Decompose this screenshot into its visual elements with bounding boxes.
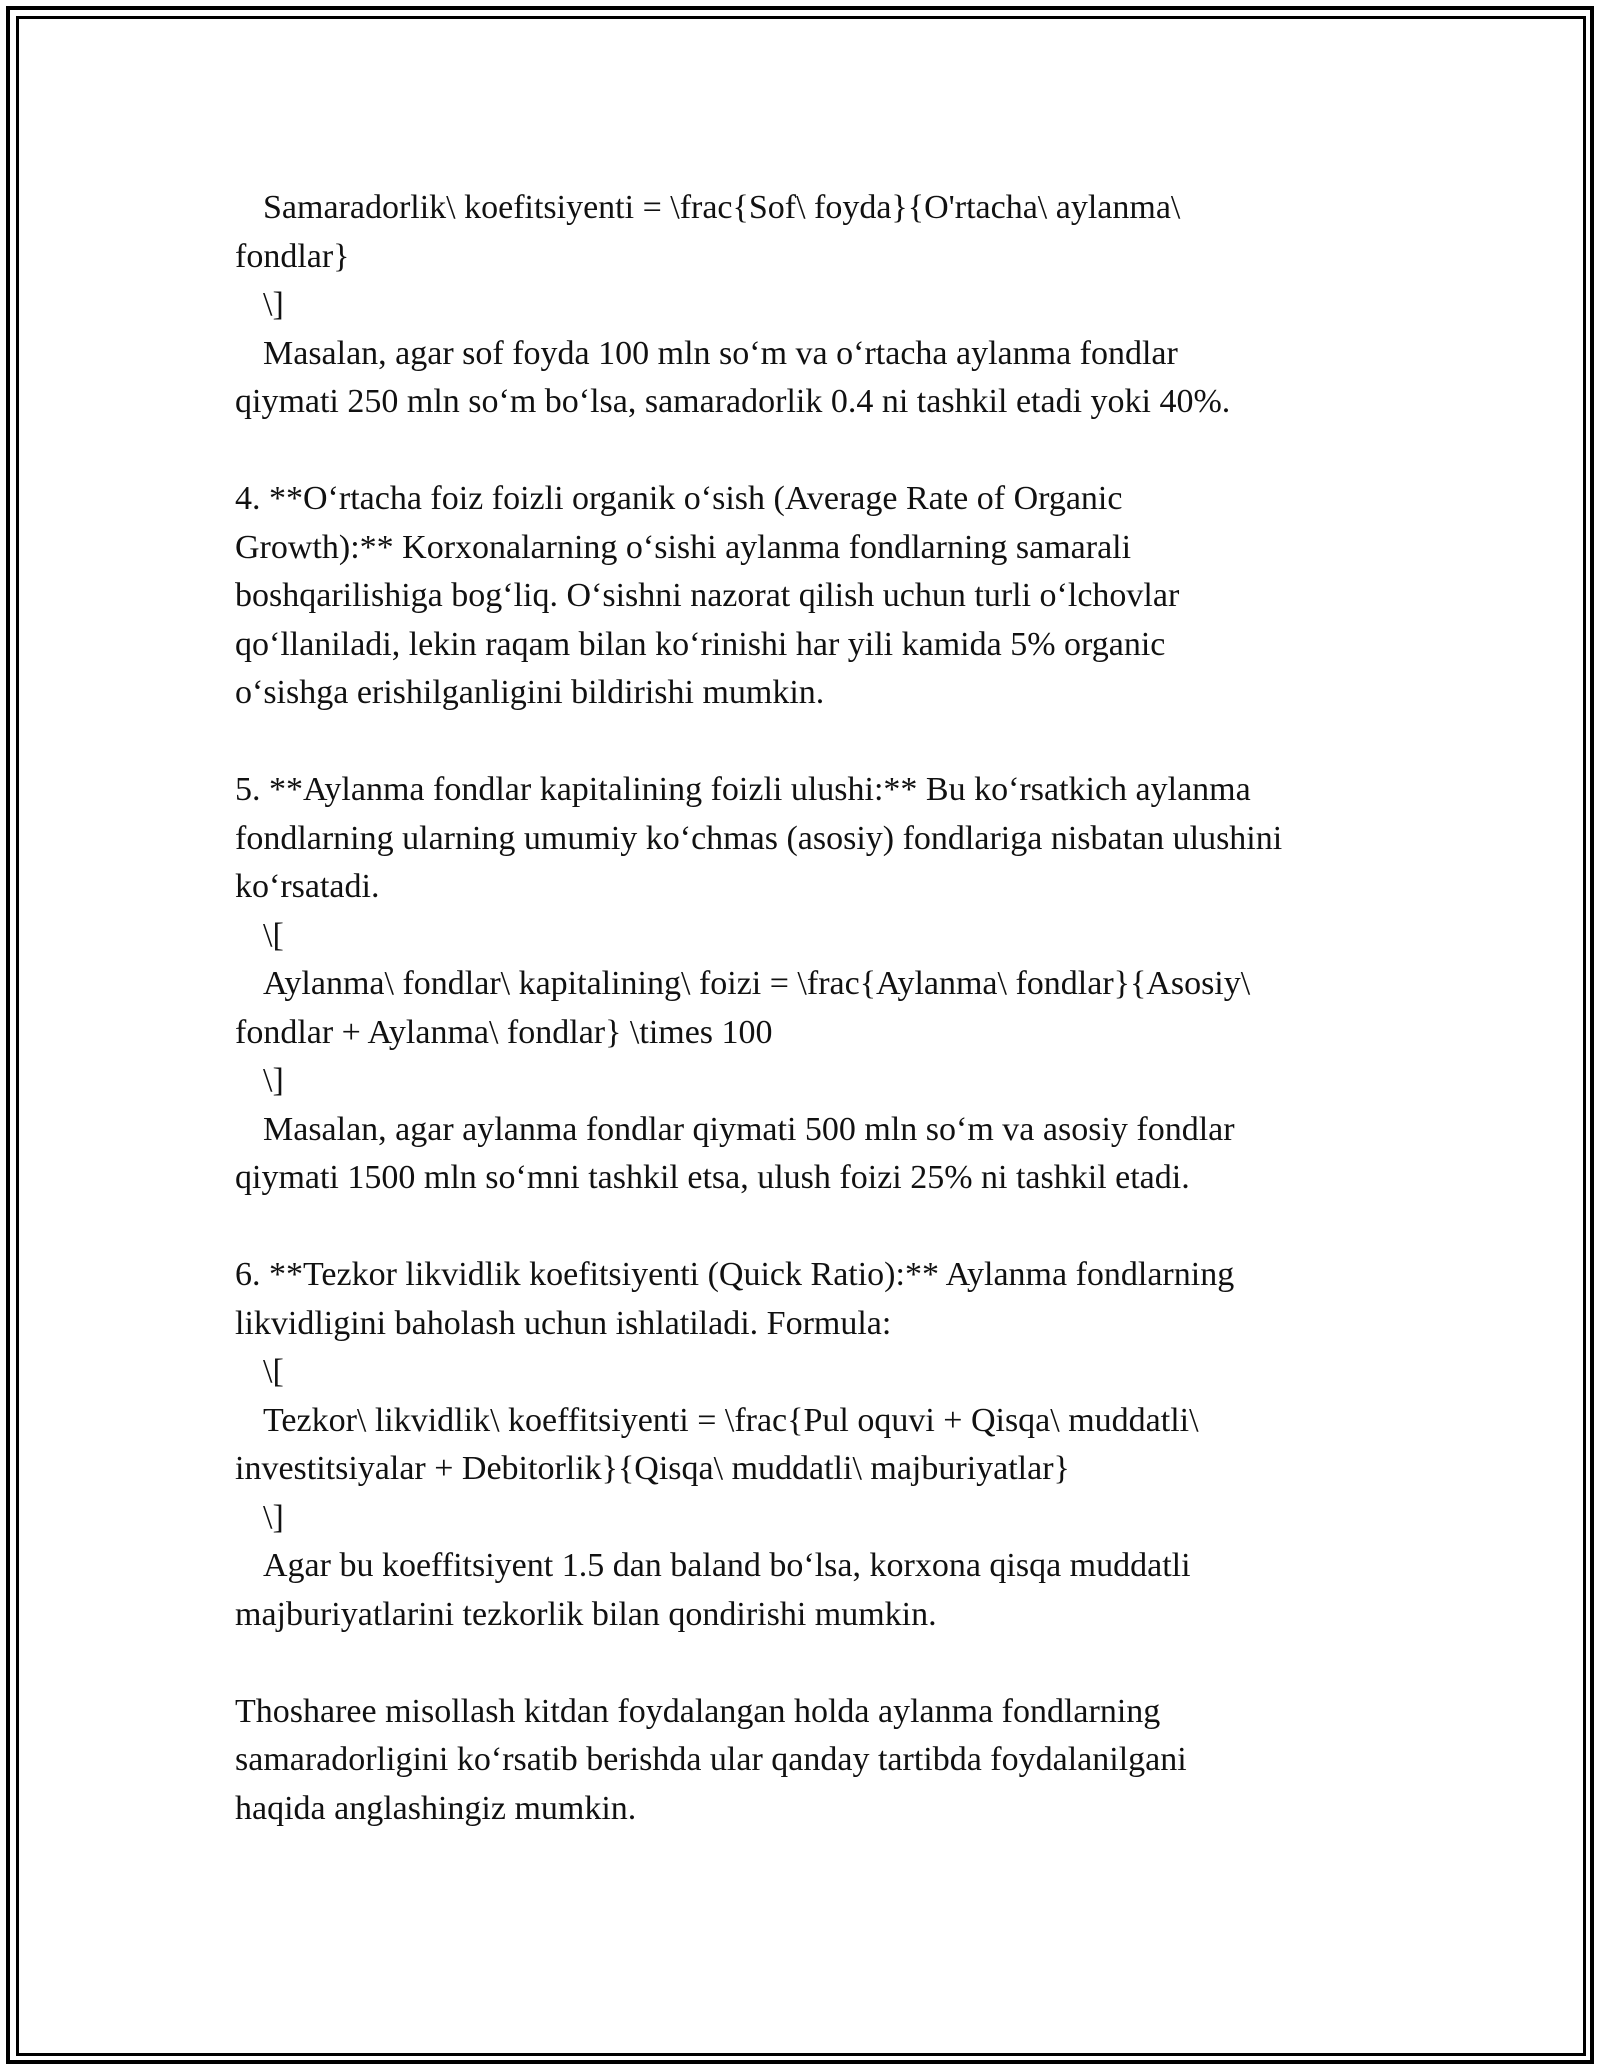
text-line: \]: [263, 1062, 284, 1099]
text-line: Thosharee misollash kitdan foydalangan holda aylanma fondlarning: [235, 1692, 1161, 1730]
text-line: qiymati 1500 mln soʻmni tashkil etsa, ulush foizi 25% ni tashkil etadi.: [235, 1159, 1190, 1196]
text-line: Growth):** Korxonalarning oʻsishi aylanma fondlarning samarali: [235, 528, 1132, 566]
blank-line: [235, 1639, 1395, 1688]
text-line: qiymati 250 mln soʻm boʻlsa, samaradorlik 0.4 ni tashkil etadi yoki 40%.: [235, 383, 1231, 420]
text-line: koʻrsatadi.: [235, 868, 380, 905]
text-line: Tezkor\ likvidlik\ koeffitsiyenti = \frac{Pul oquvi + Qisqa\ muddatli\: [263, 1401, 1199, 1439]
text-line: investitsiyalar + Debitorlik}{Qisqa\ muddatli\ majburiyatlar}: [235, 1450, 1070, 1487]
blank-line: [235, 1203, 1395, 1252]
text-line: oʻsishga erishilganligini bildirishi mumkin.: [235, 674, 825, 711]
text-line: 6. **Tezkor likvidlik koefitsiyenti (Quick Ratio):** Aylanma fondlarning: [235, 1256, 1235, 1293]
text-line: haqida anglashingiz mumkin.: [235, 1789, 637, 1827]
text-line: 5. **Aylanma fondlar kapitalining foizli ulushi:** Bu koʻrsatkich aylanma: [235, 771, 1251, 808]
text-line: \]: [263, 286, 284, 323]
text-line: fondlar}: [235, 237, 350, 275]
text-line: Aylanma\ fondlar\ kapitalining\ foizi = \frac{Aylanma\ fondlar}{Asosiy\: [263, 965, 1251, 1002]
blank-line: [235, 427, 1395, 476]
text-line: fondlar + Aylanma\ fondlar} \times 100: [235, 1013, 773, 1051]
text-line: Masalan, agar aylanma fondlar qiymati 500 mln soʻm va asosiy fondlar: [263, 1110, 1235, 1148]
document-body: [235, 184, 1395, 1833]
text-line: majburiyatlarini tezkorlik bilan qondirishi mumkin.: [235, 1595, 937, 1633]
text-line: likvidligini baholash uchun ishlatiladi. Formula:: [235, 1304, 892, 1342]
text-line: Agar bu koeffitsiyent 1.5 dan baland boʻlsa, korxona qisqa muddatli: [263, 1547, 1191, 1584]
blank-line: [235, 718, 1395, 767]
text-line: 4. **Oʻrtacha foiz foizli organik oʻsish (Average Rate of Organic: [235, 480, 1123, 517]
text-line: \[: [263, 1353, 284, 1390]
text-line: fondlarning ularning umumiy koʻchmas (asosiy) fondlariga nisbatan ulushini: [235, 819, 1283, 857]
text-line: Samaradorlik\ koefitsiyenti = \frac{Sof\ foyda}{O'rtacha\ aylanma\: [263, 189, 1181, 226]
text-line: boshqarilishiga bogʻliq. Oʻsishni nazorat qilish uchun turli oʻlchovlar: [235, 577, 1180, 614]
text-line: qoʻllaniladi, lekin raqam bilan koʻrinishi har yili kamida 5% organic: [235, 625, 1166, 663]
text-line: samaradorligini koʻrsatib berishda ular qanday tartibda foydalanilgani: [235, 1741, 1187, 1778]
text-line: \[: [263, 916, 284, 954]
text-line: \]: [263, 1498, 284, 1536]
text-line: Masalan, agar sof foyda 100 mln soʻm va oʻrtacha aylanma fondlar: [263, 334, 1178, 372]
